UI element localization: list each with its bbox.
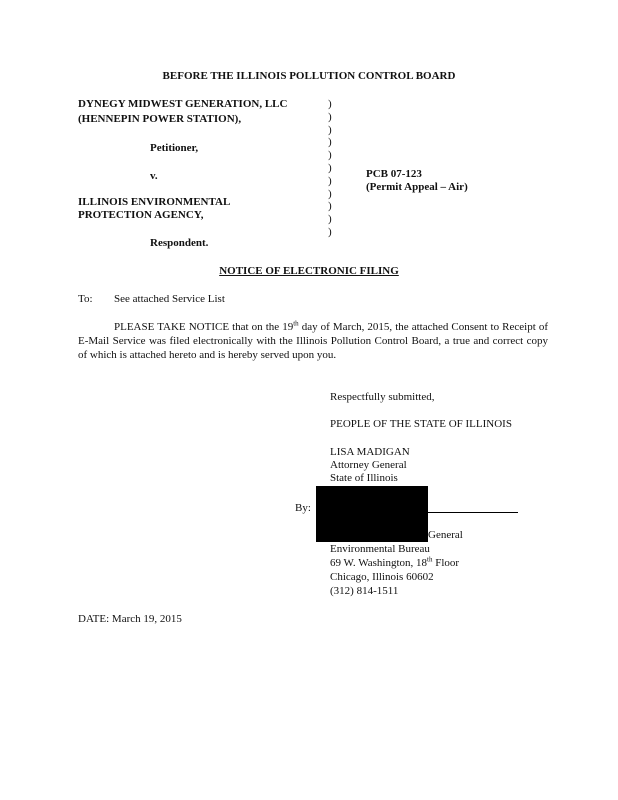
caption-paren: ) [328, 149, 332, 162]
petitioner-name-line1: DYNEGY MIDWEST GENERATION, LLC [78, 98, 288, 110]
petitioner-role: Petitioner, [150, 142, 199, 154]
signer-name: LISA MADIGAN [330, 446, 410, 458]
respondent-name-line2: PROTECTION AGENCY, [78, 209, 204, 221]
petitioner-name-line2: (HENNEPIN POWER STATION), [78, 113, 242, 125]
notice-body-part1: PLEASE TAKE NOTICE that on the 19 [114, 321, 294, 333]
filing-date: DATE: March 19, 2015 [78, 613, 182, 625]
versus-label: v. [150, 170, 158, 182]
signature-line [428, 512, 518, 513]
street-address [330, 557, 459, 571]
by-label: By: [295, 502, 311, 514]
signer-title: Attorney General [330, 459, 407, 471]
party-name: PEOPLE OF THE STATE OF ILLINOIS [330, 418, 512, 430]
case-number: PCB 07-123 [366, 168, 422, 180]
caption-paren: ) [328, 200, 332, 213]
partial-title: General [428, 529, 463, 541]
redaction-block [316, 486, 428, 542]
phone-number: (312) 814-1511 [330, 585, 399, 597]
city-state-zip: Chicago, Illinois 60602 [330, 571, 434, 583]
notice-heading: NOTICE OF ELECTRONIC FILING [219, 265, 399, 277]
notice-body-part2: day of March, 2015, the attached Consent to Receipt of E-Mail Service was filed electronically with the Illinois Pollution Control Board, a true and correct copy of which is attached hereto and is hereby served upon you. [78, 321, 548, 361]
caption-paren: ) [328, 174, 332, 187]
notice-body-superscript: th [293, 319, 299, 328]
street-address-part1: 69 W. Washington, 18 [330, 557, 428, 569]
closing: Respectfully submitted, [330, 391, 435, 403]
caption-paren: ) [328, 98, 332, 110]
to-value: See attached Service List [114, 293, 225, 305]
caption-paren: ) [328, 110, 332, 123]
caption-paren: ) [328, 187, 332, 200]
case-type: (Permit Appeal – Air) [366, 181, 468, 193]
caption-parentheses-column [328, 98, 332, 239]
caption-paren: ) [328, 213, 332, 226]
caption-paren: ) [328, 123, 332, 136]
to-label: To: [78, 293, 93, 305]
notice-body-paragraph [78, 320, 548, 362]
caption-paren: ) [328, 161, 332, 174]
document-title: BEFORE THE ILLINOIS POLLUTION CONTROL BOARD [162, 70, 456, 82]
respondent-name-line1: ILLINOIS ENVIRONMENTAL [78, 196, 231, 208]
caption-paren: ) [328, 225, 332, 238]
signer-state: State of Illinois [330, 472, 398, 484]
street-address-superscript: th [427, 555, 433, 564]
caption-paren: ) [328, 136, 332, 149]
street-address-part2: Floor [432, 557, 460, 569]
respondent-role: Respondent. [150, 237, 209, 249]
bureau-name: Environmental Bureau [330, 543, 430, 555]
